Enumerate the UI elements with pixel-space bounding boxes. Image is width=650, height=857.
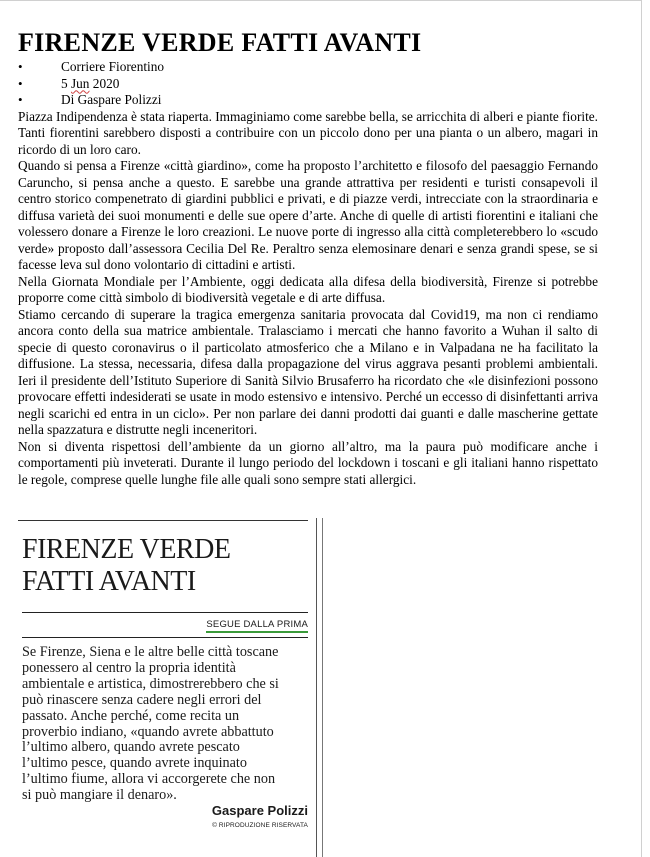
clipping-column-rule-2 (322, 518, 323, 857)
clipping-title (22, 534, 312, 598)
clipping-line: ponessero al centro la propria identità (22, 659, 236, 676)
article-body (18, 109, 598, 489)
clipping-line: l’ultimo albero, quando avrete pescato (22, 739, 240, 756)
article-meta-list (18, 59, 598, 109)
paragraph: Piazza Indipendenza è stata riaperta. Immaginiamo come sarebbe bella, se arricchita di alberi e piante fiorite. Tanti fiorentini sarebbero disposti a contribuire con un piccolo dono per una pianta o un albero, magari in ricordo di un loro caro. (18, 108, 598, 157)
clipping-column-rule (316, 518, 317, 857)
paragraph: Stiamo cercando di superare la tragica emergenza sanitaria provocata dal Covid19, ma non ci rendiamo ancora conto della sua matrice ambientale. Tralasciamo i mercati che hanno favorito a Wuhan il salto di specie di questo coronavirus o il particolato atmosferico che a Milano e in Valpadana ne ha facilitato la diffusione. La stessa, necessaria, difesa dalla propagazione del virus aggrava pesanti problemi ambientali. Ieri il presidente dell’Istituto Superiore di Sanità Silvio Brusaferro ha ricordato che «le disinfezioni possono provocare effetti indesiderati se usate in modo estensivo e intensivo. Perché un eccesso di disinfettanti arriva negli scarichi ed entra in un ciclo». Per non parlare dei danni prodotti dai guanti e dalle mascherine gettate nella spazzatura e distrutte negli inceneritori. (18, 306, 598, 437)
clipping-title-line-2: FATTI AVANTI (22, 566, 196, 597)
meta-date-day: 5 (61, 75, 68, 91)
clipping-rule-2 (22, 637, 308, 638)
meta-date (18, 76, 598, 93)
page-top-edge (0, 0, 641, 1)
clipping-segue-label: SEGUE DALLA PRIMA (206, 619, 308, 633)
article-title: FIRENZE VERDE FATTI AVANTI (18, 28, 422, 57)
paragraph: Nella Giornata Mondiale per l’Ambiente, oggi dedicata alla difesa della biodiversità, Firenze si potrebbe proporre come città simbolo di biodiversità vegetale e di arte diffusa. (18, 273, 598, 305)
clipping-rights: © RIPRODUZIONE RISERVATA (212, 822, 308, 829)
paragraph: Quando si pensa a Firenze «città giardino», come ha proposto l’architetto e filosofo del paesaggio Fernando Caruncho, si pensa anche a questo. E sarebbe una grande attrattiva per residenti e turisti consapevoli il centro storico compenetrato di giardini pubblici e privati, e di piazze verdi, intrecciate con la straordinaria e diffusa varietà dei suoi monumenti e delle sue opere d’arte. Anche di quelle di artisti fiorentini e italiani che volessero donare a Firenze le loro creazioni. Le nuove porte di ingresso alla città completerebbero lo «scudo verde» proposto dall’assessora Cecilia Del Re. Peraltro senza elemosinare denari e senza grandi spese, se si facesse leva sul dono volontario di cittadini e artisti. (18, 158, 598, 272)
clipping-line: l’ultimo fiume, allora vi accorgerete che non (22, 771, 276, 788)
clipping-line: Se Firenze, Siena e le altre belle città toscane (22, 644, 279, 660)
meta-date-year: 2020 (92, 75, 120, 91)
meta-date-month: Jun (70, 75, 90, 91)
meta-author: • Di Gaspare Polizzi (18, 92, 598, 109)
page-right-edge (641, 0, 642, 857)
meta-source: • Corriere Fiorentino (18, 59, 598, 76)
clipping-top-rule (18, 520, 308, 521)
clipping-line: proverbio indiano, «quando avrete abbattuto (22, 723, 274, 740)
clipping-line: può rinascere senza cadere negli errori del (22, 691, 262, 708)
clipping-title-line-1: FIRENZE VERDE (22, 534, 231, 565)
clipping-line: l’ultimo pesce, quando avrete inquinato (22, 755, 247, 772)
document-page (18, 28, 598, 488)
paragraph: Non si diventa rispettosi dell’ambiente da un giorno all’altro, ma la paura può modificare anche i comportamenti più inveterati. Durante il lungo periodo del lockdown i toscani e gli italiani hanno rispettato le regole, comprese quelle lunghe file alle quali sono sempre stati allergici. (18, 438, 598, 487)
clipping-body (22, 645, 308, 804)
clipping-line: ambientale e artistica, dimostrerebbero che si (22, 675, 279, 692)
clipping-line: si può mangiare il denaro». (22, 787, 177, 804)
clipping-rule (22, 612, 308, 613)
clipping-line: passato. Anche perché, come recita un (22, 707, 240, 724)
clipping-author: Gaspare Polizzi (211, 803, 308, 818)
